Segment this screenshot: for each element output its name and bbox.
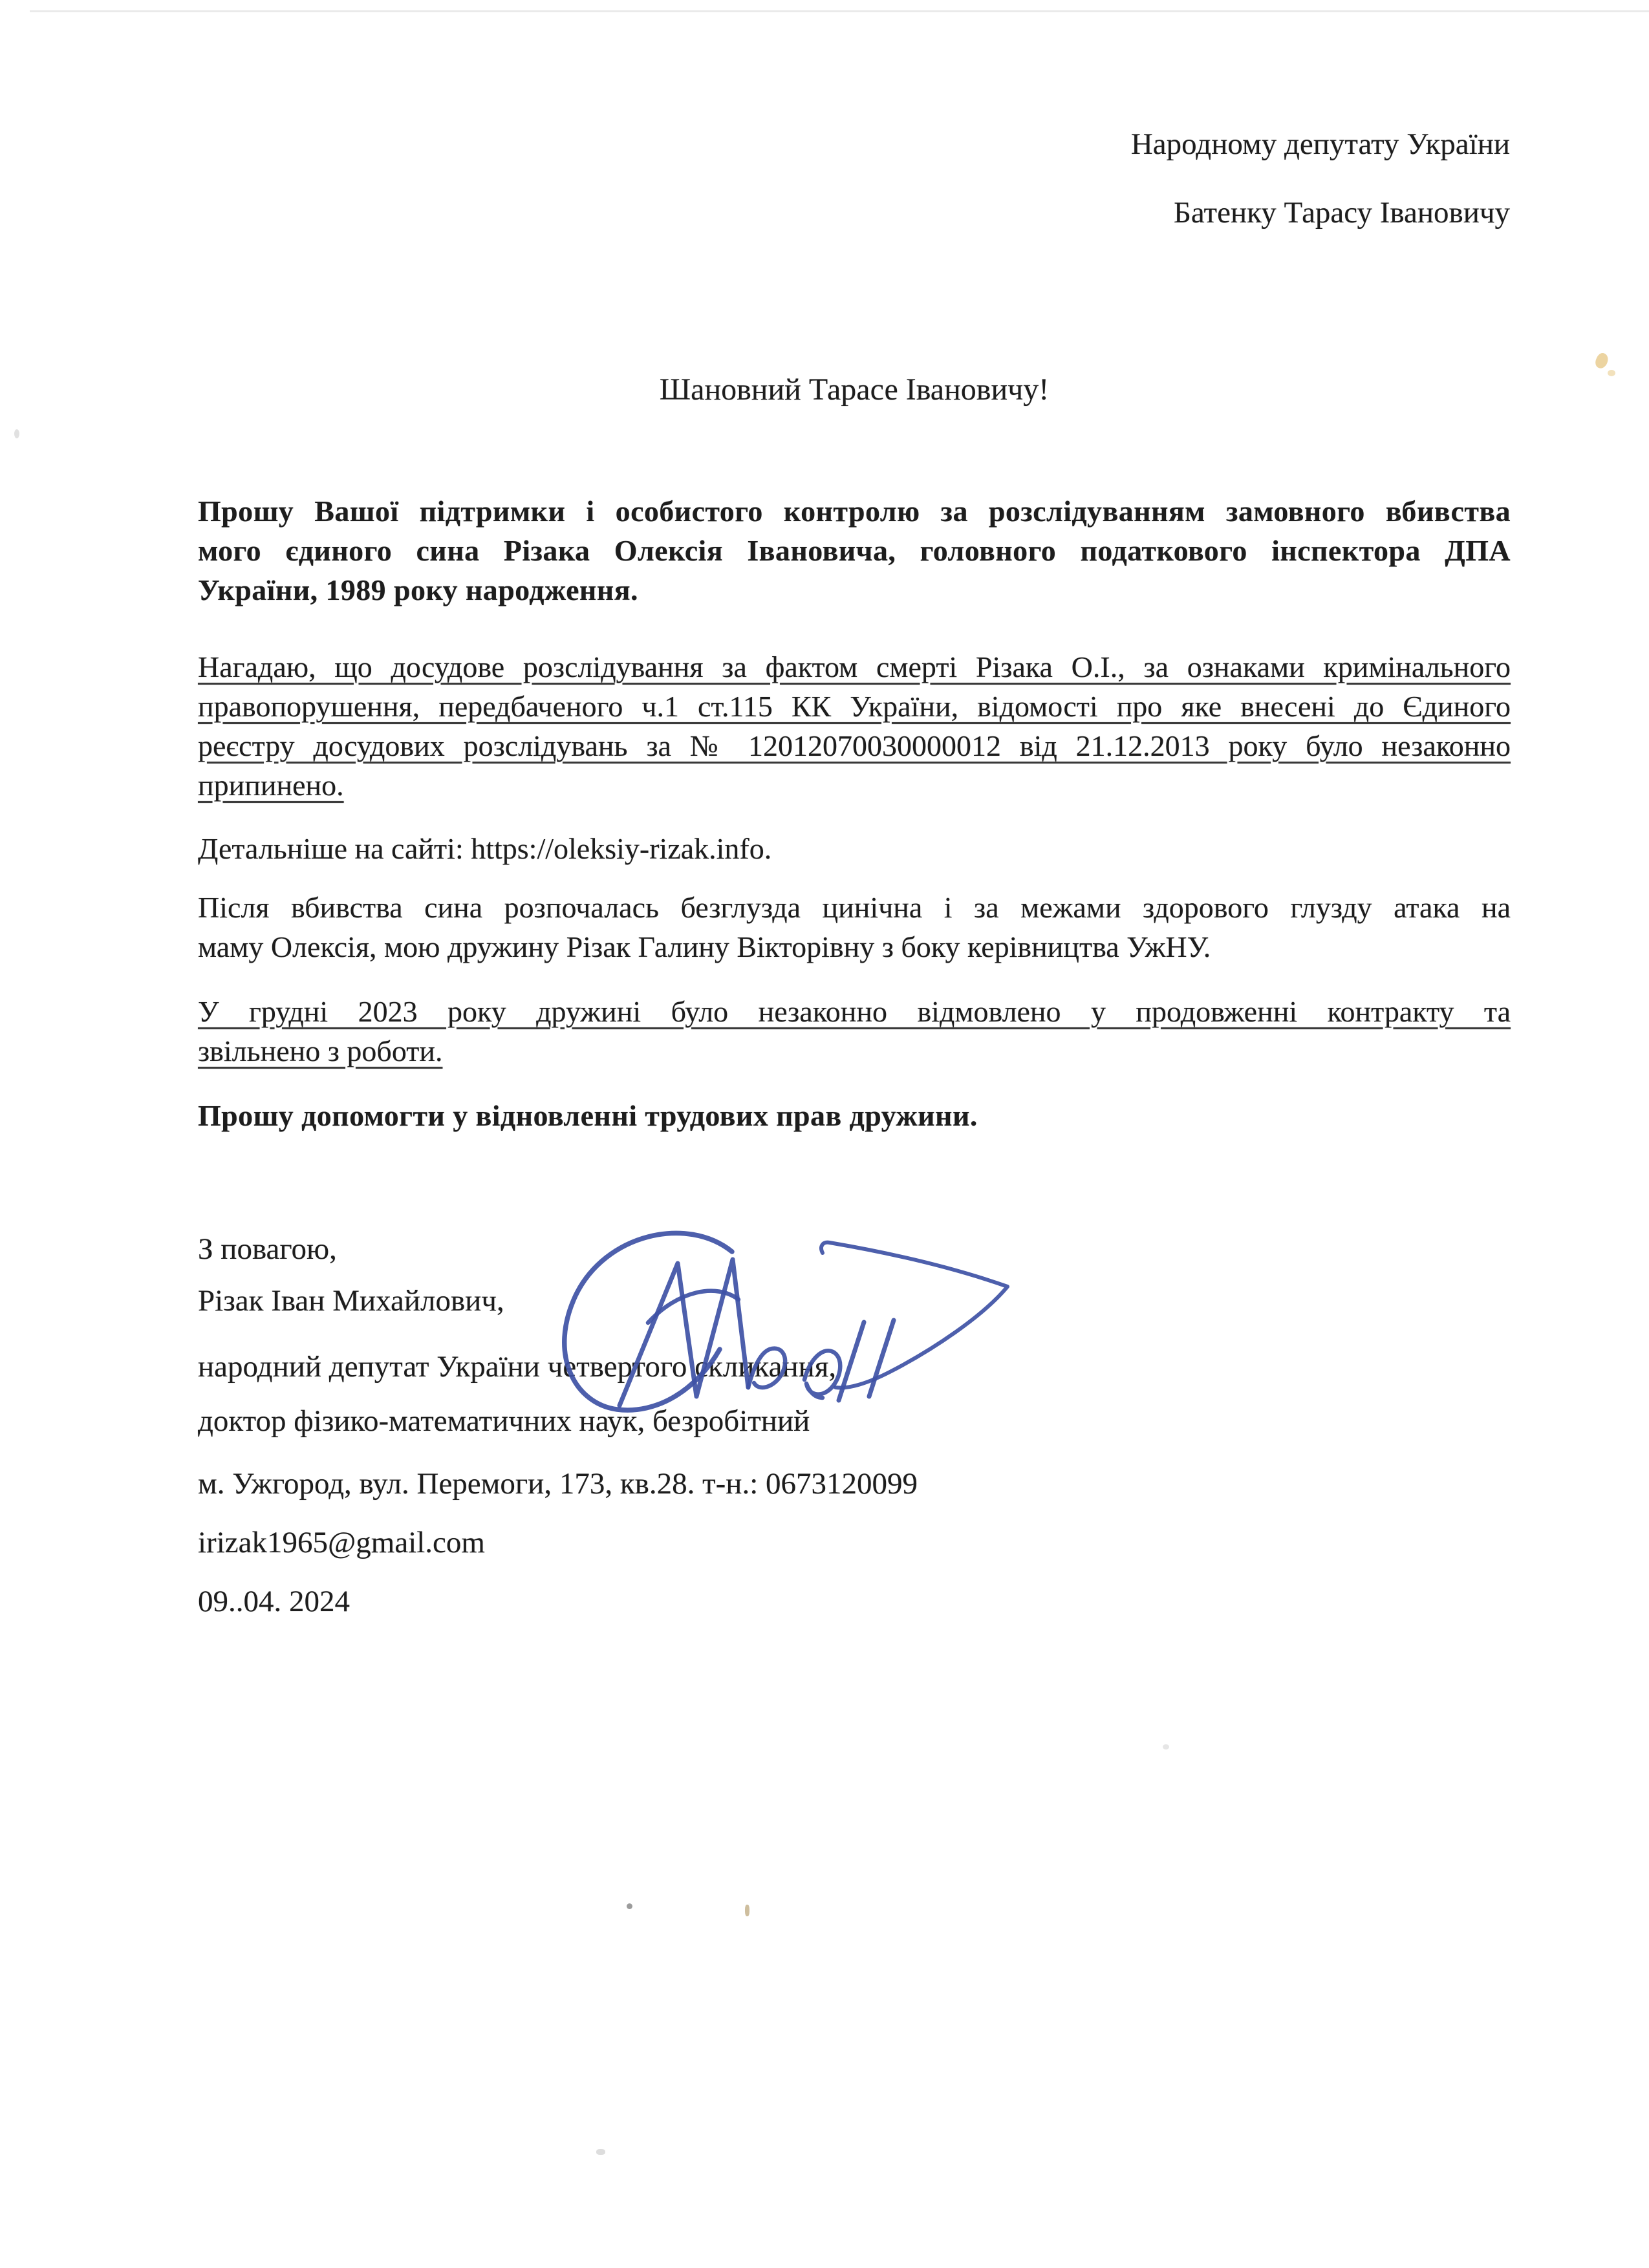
text-line: звільнено з роботи. — [198, 1034, 443, 1067]
text-line: Після вбивства сина розпочалась безглузда цинічна і за межами здорового глузду атака на — [198, 891, 1511, 924]
sender-name: Різак Іван Михайлович, — [198, 1284, 504, 1318]
paragraph-help-request — [198, 1096, 1511, 1135]
scan-speck — [596, 2149, 605, 2155]
paragraph-investigation-reminder — [198, 647, 1511, 805]
text-line: припинено. — [198, 769, 344, 802]
scan-speck — [1608, 370, 1615, 376]
text-line: правопорушення, передбаченого ч.1 ст.115 КК України, відомості про яке внесені до Єдиного — [198, 690, 1511, 723]
text-line: Прошу допомогти у відновленні трудових прав дружини. — [198, 1099, 978, 1132]
text-line: реєстру досудових розслідувань за № 12012070030000012 від 21.12.2013 року було незаконно — [198, 729, 1511, 762]
letter-body — [198, 491, 1511, 1135]
sender-address-phone: м. Ужгород, вул. Перемоги, 173, кв.28. т-н.: 0673120099 — [198, 1467, 918, 1501]
text-line: маму Олексія, мою дружину Різак Галину Вікторівну з боку керівництва УжНУ. — [198, 930, 1211, 963]
scan-speck — [1163, 1744, 1169, 1749]
website-line: Детальніше на сайті: https://oleksiy-rizak.info. — [198, 832, 772, 865]
scan-artifact-top-edge — [30, 10, 1649, 12]
letter-date: 09..04. 2024 — [198, 1585, 350, 1618]
paragraph-request-support — [198, 491, 1511, 610]
paragraph-contract-termination — [198, 992, 1511, 1071]
salutation: Шановний Тарасе Івановичу! — [659, 372, 1050, 407]
recipient-line-2: Батенку Тарасу Івановичу — [1173, 196, 1510, 230]
sender-title-deputy: народний депутат України четвертого скликання, — [198, 1350, 837, 1384]
text-line: У грудні 2023 року дружині було незаконно відмовлено у продовженні контракту та — [198, 995, 1511, 1028]
sender-title-doctor: доктор фізико-математичних наук, безробітний — [198, 1404, 810, 1438]
closing-salutation: З повагою, — [198, 1232, 337, 1266]
signature-ink — [530, 1214, 1061, 1416]
text-line: Нагадаю, що досудове розслідування за фактом смерті Різака О.І., за ознаками кримінального — [198, 650, 1511, 683]
scan-speck — [14, 429, 19, 438]
text-line: мого єдиного сина Різака Олексія Івановича, головного податкового інспектора ДПА — [198, 534, 1511, 567]
paragraph-attack-on-wife — [198, 888, 1511, 967]
sender-email: irizak1965@gmail.com — [198, 1526, 485, 1559]
text-line: України, 1989 року народження. — [198, 573, 638, 606]
scan-speck — [1593, 351, 1610, 370]
text-line: Прошу Вашої підтримки і особистого контролю за розслідуванням замовного вбивства — [198, 495, 1511, 528]
paragraph-website — [198, 829, 1511, 868]
scan-speck — [745, 1905, 749, 1916]
scan-speck — [627, 1903, 632, 1909]
recipient-line-1: Народному депутату України — [1130, 127, 1510, 161]
